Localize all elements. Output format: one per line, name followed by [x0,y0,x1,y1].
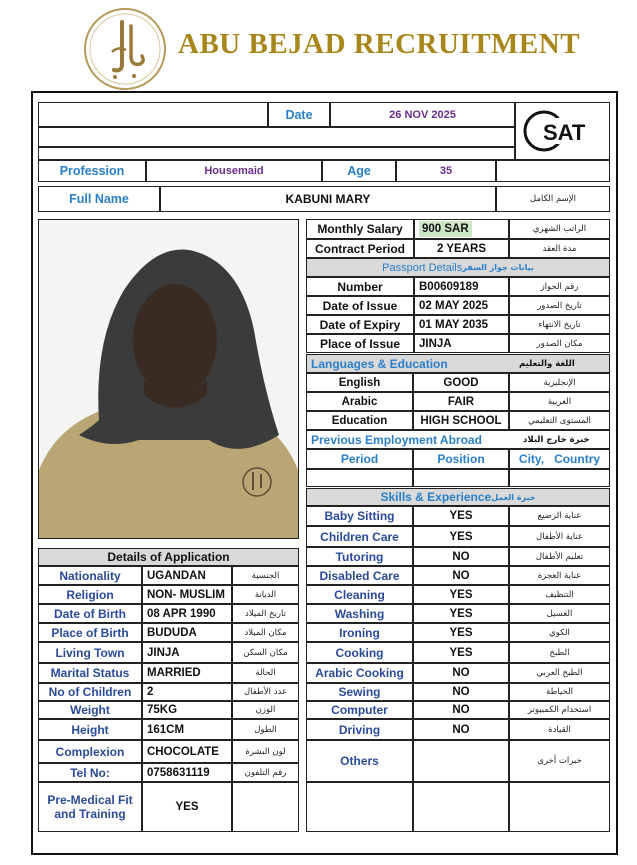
skill-row-value: NO [413,566,509,585]
passport-header-ar: بيانات جواز السفر [462,263,534,272]
application-row-ar: رقم التلفون [232,763,299,782]
language-row-ar: المستوى التعليمي [509,411,610,430]
passport-header-text: Passport Details [382,261,463,274]
fullname-value: KABUNI MARY [160,186,496,212]
skill-row-label: Tutoring [306,547,413,566]
skill-row-label: Driving [306,719,413,740]
application-row-ar: الطول [232,719,299,740]
skill-row-value: YES [413,623,509,642]
language-row-label: Arabic [306,392,413,411]
passport-row-label: Date of Issue [306,296,414,315]
skill-row-ar: التنظيف [509,585,610,604]
employment-col-city: City, [518,452,545,466]
age-value: 35 [396,160,496,182]
skill-row-value: YES [413,642,509,663]
application-row-label: Height [38,719,142,740]
salary-label: Monthly Salary [306,219,414,239]
passport-row-value: JINJA [414,334,509,353]
brand-logo [82,6,168,92]
application-row-value: 2 [142,683,232,701]
salary-ar: الراتب الشهري [509,219,610,239]
skill-row-value: YES [413,526,509,547]
skill-row-label: Ironing [306,623,413,642]
application-row-label: Weight [38,701,142,719]
sat-logo-icon [522,108,604,154]
skill-row-label: Sewing [306,683,413,701]
application-row-ar: الوزن [232,701,299,719]
application-row-value: 75KG [142,701,232,719]
date-value: 26 NOV 2025 [330,102,515,127]
application-row-label: Place of Birth [38,623,142,642]
employment-col-position: Position [413,449,509,469]
bottom-empty-2 [413,782,509,832]
skill-row-ar: الخياطة [509,683,610,701]
passport-row-ar: رقم الجواز [509,277,610,296]
company-title: ABU BEJAD RECRUITMENT [178,28,581,60]
passport-row-value: B00609189 [414,277,509,296]
skill-row-value: NO [413,663,509,683]
employment-header [306,430,610,449]
language-row-label: English [306,373,413,392]
application-row-value: BUDUDA [142,623,232,642]
period-label: Contract Period [306,239,414,258]
skill-row-value: YES [413,604,509,623]
application-row-label: No of Children [38,683,142,701]
fullname-ar: الإسم الكامل [496,186,610,212]
skill-row-ar: عناية الرضيع [509,506,610,526]
application-row-ar: مكان السكن [232,642,299,663]
skill-row-label: Arabic Cooking [306,663,413,683]
medical-label [38,782,142,832]
language-row-ar: العربية [509,392,610,411]
medical-value: YES [142,782,232,832]
skill-row-label: Washing [306,604,413,623]
skill-row-ar: استخدام الكمبيوتر [509,701,610,719]
skill-row-ar: عناية العجزة [509,566,610,585]
application-row-label: Complexion [38,740,142,763]
passport-header [306,258,610,277]
skill-row-ar: القيادة [509,719,610,740]
skills-header-text: Skills & Experience [380,490,492,504]
profession-label: Profession [38,160,146,182]
skill-row-label: Children Care [306,526,413,547]
application-row-ar: مكان الميلاد [232,623,299,642]
skill-row-ar: الطبخ العربي [509,663,610,683]
applicant-photo [38,219,299,539]
languages-header-text: Languages & Education [311,356,448,371]
application-row-ar: الحالة [232,663,299,683]
date-label: Date [268,102,330,127]
application-row-value: CHOCOLATE [142,740,232,763]
skill-row-value: NO [413,701,509,719]
employment-col-city-country [509,449,610,469]
passport-row-label: Place of Issue [306,334,414,353]
passport-row-ar: تاريخ الانتهاء [509,315,610,334]
application-row-ar: تاريخ الميلاد [232,604,299,623]
application-row-ar: لون البشرة [232,740,299,763]
skill-row-ar: الغسيل [509,604,610,623]
skill-row-ar: خبرات أخرى [509,740,610,782]
bottom-empty-1 [306,782,413,832]
skill-row-ar: تعليم الأطفال [509,547,610,566]
application-row-value: JINJA [142,642,232,663]
top-empty-row-3 [38,147,515,160]
skill-row-value [413,740,509,782]
passport-row-value: 01 MAY 2035 [414,315,509,334]
age-empty [496,160,610,182]
medical-empty [232,782,299,832]
skill-row-value: NO [413,683,509,701]
passport-row-value: 02 MAY 2025 [414,296,509,315]
application-row-label: Living Town [38,642,142,663]
application-row-value: UGANDAN [142,566,232,585]
employment-header-ar: خبرة خارج البلاد [523,434,590,445]
employment-row-empty-3 [509,469,610,487]
top-empty-row-2 [38,127,515,147]
application-row-label: Religion [38,585,142,604]
salary-value [414,219,509,239]
application-row-value: 08 APR 1990 [142,604,232,623]
skill-row-ar: الطبخ [509,642,610,663]
employment-header-text: Previous Employment Abroad [311,432,482,447]
skill-row-ar: عناية الأطفال [509,526,610,547]
employment-col-country: Country [554,452,601,466]
passport-row-ar: مكان الصدور [509,334,610,353]
skill-row-value: NO [413,719,509,740]
employment-row-empty-2 [413,469,509,487]
application-row-label: Marital Status [38,663,142,683]
language-row-value: GOOD [413,373,509,392]
svg-text:SAT: SAT [542,120,585,145]
skill-row-label: Computer [306,701,413,719]
skill-row-label: Cleaning [306,585,413,604]
passport-row-label: Date of Expiry [306,315,414,334]
fullname-label: Full Name [38,186,160,212]
skill-row-value: NO [413,547,509,566]
skill-row-value: YES [413,585,509,604]
employment-row-empty-1 [306,469,413,487]
application-row-value: 0758631119 [142,763,232,782]
salary-value-text: 900 SAR [419,221,472,237]
application-row-value: 161CM [142,719,232,740]
profession-value: Housemaid [146,160,322,182]
passport-row-ar: تاريخ الصدور [509,296,610,315]
application-row-ar: الديانة [232,585,299,604]
skill-row-value: YES [413,506,509,526]
skills-header-ar: خبرة العمل [491,492,536,502]
application-row-ar: عدد الأطفال [232,683,299,701]
passport-row-label: Number [306,277,414,296]
application-row-label: Nationality [38,566,142,585]
language-row-label: Education [306,411,413,430]
medical-label-line1: Pre-Medical Fit [47,793,133,807]
sat-logo-box [515,102,610,160]
application-row-label: Tel No: [38,763,142,782]
application-row-value: MARRIED [142,663,232,683]
languages-header [306,354,610,373]
skill-row-label: Cooking [306,642,413,663]
top-empty-row-1 [38,102,268,127]
medical-label-line2: and Training [54,807,126,821]
language-row-value: FAIR [413,392,509,411]
language-row-ar: الإنجليزية [509,373,610,392]
skill-row-label: Disabled Care [306,566,413,585]
application-row-ar: الجنسية [232,566,299,585]
application-header: Details of Application [38,548,299,566]
language-row-value: HIGH SCHOOL [413,411,509,430]
skill-row-ar: الكوي [509,623,610,642]
application-row-value: NON- MUSLIM [142,585,232,604]
skill-row-label: Baby Sitting [306,506,413,526]
skills-header [306,488,610,506]
skill-row-label: Others [306,740,413,782]
employment-col-period: Period [306,449,413,469]
bottom-empty-3 [509,782,610,832]
languages-header-ar: اللغة والتعليم [519,358,575,369]
age-label: Age [322,160,396,182]
application-row-label: Date of Birth [38,604,142,623]
period-ar: مدة العقد [509,239,610,258]
period-value: 2 YEARS [414,239,509,258]
